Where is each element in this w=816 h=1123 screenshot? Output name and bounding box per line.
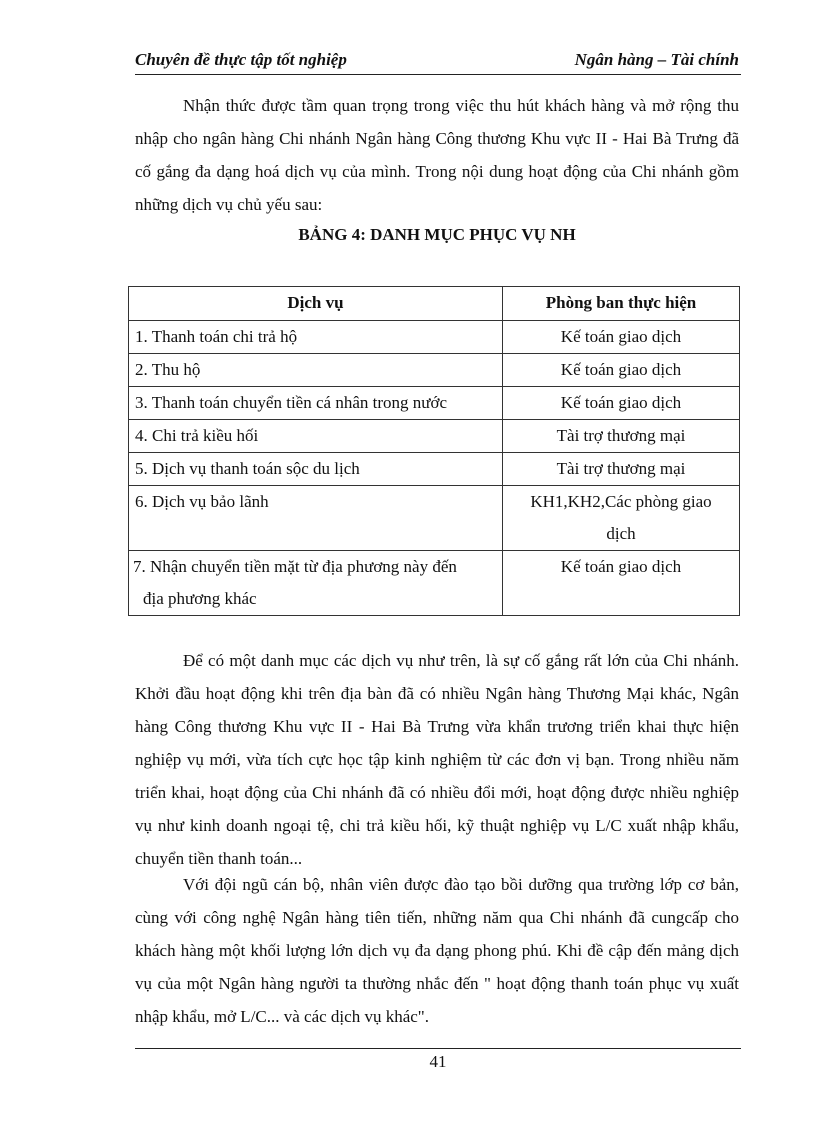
department-cell: Kế toán giao dịch bbox=[503, 354, 740, 387]
service-cell: 5. Dịch vụ thanh toán sộc du lịch bbox=[129, 453, 503, 486]
table-row bbox=[129, 354, 740, 387]
service-cell-line: 7. Nhận chuyển tiền mặt từ địa phương này đến bbox=[133, 557, 457, 576]
service-cell: 4. Chi trả kiều hối bbox=[129, 420, 503, 453]
service-cell: 6. Dịch vụ bảo lãnh bbox=[129, 486, 503, 551]
service-cell: 3. Thanh toán chuyển tiền cá nhân trong nước bbox=[129, 387, 503, 420]
department-cell: Tài trợ thương mại bbox=[503, 453, 740, 486]
table-row bbox=[129, 453, 740, 486]
table-title: BẢNG 4: DANH MỤC PHỤC VỤ NH bbox=[298, 225, 576, 244]
service-cell-line: địa phương khác bbox=[143, 589, 257, 608]
column-header-service: Dịch vụ bbox=[129, 287, 503, 321]
intro-paragraph: Nhận thức được tầm quan trọng trong việc thu hút khách hàng và mở rộng thu nhập cho ngân hàng Chi nhánh Ngân hàng Công thương Khu vực II - Hai Bà Trưng đã cố gắng đa dạng hoá dịch vụ của mình. Trong nội dung hoạt động của Chi nhánh gồm những dịch vụ chủ yếu sau: bbox=[135, 96, 739, 214]
department-cell: Kế toán giao dịch bbox=[503, 551, 740, 616]
department-cell: Kế toán giao dịch bbox=[503, 321, 740, 354]
table-row bbox=[129, 486, 740, 551]
services-table bbox=[128, 286, 740, 616]
header-document-title: Chuyên đề thực tập tốt nghiệp bbox=[135, 50, 347, 69]
table-row bbox=[129, 551, 740, 616]
department-cell: Kế toán giao dịch bbox=[503, 387, 740, 420]
page-header bbox=[135, 50, 741, 75]
header-field: Ngân hàng – Tài chính bbox=[574, 50, 739, 69]
page-number: 41 bbox=[429, 1052, 447, 1071]
department-cell bbox=[503, 486, 740, 551]
department-cell-line: dịch bbox=[606, 524, 636, 543]
service-cell: 1. Thanh toán chi trả hộ bbox=[129, 321, 503, 354]
table-row bbox=[129, 321, 740, 354]
footer-divider bbox=[135, 1048, 741, 1049]
department-cell: Tài trợ thương mại bbox=[503, 420, 740, 453]
body-paragraph: Với đội ngũ cán bộ, nhân viên được đào tạo bồi dưỡng qua trường lớp cơ bản, cùng với công nghệ Ngân hàng tiên tiến, những năm qua Chi nhánh đã cungcấp cho khách hàng một khối lượng lớn dịch vụ đa dạng phong phú. Khi đề cập đến mảng dịch vụ của một Ngân hàng người ta thường nhắc đến " hoạt động thanh toán phục vụ xuất nhập khẩu, mở L/C... và các dịch vụ khác". bbox=[135, 875, 739, 1026]
table-row bbox=[129, 387, 740, 420]
service-cell bbox=[129, 551, 503, 616]
service-cell: 2. Thu hộ bbox=[129, 354, 503, 387]
body-paragraph: Để có một danh mục các dịch vụ như trên, là sự cố gắng rất lớn của Chi nhánh. Khởi đầu hoạt động khi trên địa bàn đã có nhiều Ngân hàng Thương Mại khác, Ngân hàng Công thương Khu vực II - Hai Bà Trưng vừa khẩn trương triển khai thực hiện nghiệp vụ mới, vừa tích cực học tập kinh nghiệm từ các đơn vị bạn. Trong nhiều năm triển khai, hoạt động của Chi nhánh đã có nhiều đổi mới, hoạt động được nhiều nghiệp vụ như kinh doanh ngoại tệ, chi trả kiều hối, kỹ thuật nghiệp vụ L/C xuất nhập khẩu, chuyển tiền thanh toán... bbox=[135, 651, 739, 868]
department-cell-line: KH1,KH2,Các phòng giao bbox=[530, 492, 712, 511]
table-row bbox=[129, 420, 740, 453]
table-header-row bbox=[129, 287, 740, 321]
column-header-department: Phòng ban thực hiện bbox=[503, 287, 740, 321]
